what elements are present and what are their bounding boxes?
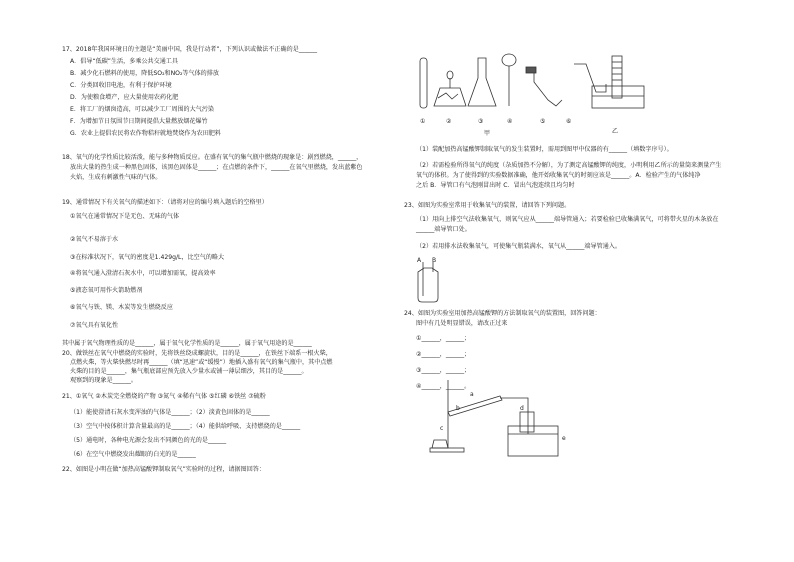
left-line: ②氧气不易溶于水 [70, 236, 119, 243]
left-line: （5）通电时，各种电光源会发出不同颜色的光的是______ [70, 437, 227, 444]
left-line: ④将氧气通入澄清石灰水中，可以增加需氧，提高效率 [70, 270, 216, 277]
left-line: 19、通常情况下有关氧气的描述如下：（请将对应的编号填入题后的空格里） [62, 199, 268, 206]
left-line: D．为使粮食增产，应大量使用农药化肥 [70, 94, 179, 101]
left-line: （3）空气中按体积计算含量最高的是______；（4）能供给呼吸、支持燃烧的是______ [70, 423, 301, 430]
figure-label: ① [420, 118, 426, 125]
figure-label: ⑥ [566, 118, 572, 125]
right-line: （2）若需检验所得氧气的纯度（杂质加热不分解），为了测定高锰酸钾的纯度，小明利用乙所示的量筒来测量产生 [416, 162, 722, 169]
right-line: 氧气的体积。为了使得到的实验数据准确，他开始收集氧气的时刻应该是______。A．检验产生的气体纯净 [416, 172, 701, 179]
right-line: ③______，______； [416, 367, 471, 374]
delivery-tube-icon [574, 64, 606, 92]
right-line: （2）若用排水法收集氧气，可使集气瓶装满水，氧气从______端导管通入。 [416, 243, 621, 250]
left-line: ⑦氧气具有氧化性 [70, 322, 119, 329]
left-line: ⑤液态氧可用作火箭助燃剂 [70, 287, 143, 294]
figure-label: ④ [507, 118, 513, 125]
conical-flask-icon [468, 58, 496, 106]
left-line: （6）在空气中燃烧发出耀眼的白光的是______ [70, 451, 196, 458]
left-line: 17、2018年我国环境日的主题是“美丽中国，我是行动者”，下列认识或做法不正确的是______ [62, 46, 318, 53]
left-line: 18、氧气的化学性质比较活泼，能与多种物质反应。在盛有氧气的集气瓶中燃烧的现象是：剧烈燃烧，______， [62, 154, 363, 161]
apparatus-label: e [562, 435, 566, 442]
left-line: G．农业上提倡农民将农作物秸秆就地焚烧作为农田肥料 [70, 130, 221, 137]
left-line: ①氧气在通常情况下是无色、无味的气体 [70, 213, 180, 220]
left-line: 放出大量的热生成一种黑色固体，该黑色固体是______；在点燃的条件下，______在氧气里燃烧，发出蓝紫色 [70, 164, 363, 171]
left-line: 火柴的目的是______，集气瓶底部应预先放入少量水或铺一薄层细沙，其目的是______。 [70, 368, 308, 375]
water-trough-icon [508, 426, 558, 456]
left-line: 观察到的现象是______。 [70, 377, 138, 384]
left-line: E．将工厂的烟囱造高，可以减少工厂周围的大气污染 [70, 106, 215, 113]
figure-caption-jia: 甲 [484, 130, 491, 137]
trough-icon [592, 86, 644, 108]
figure-label: ② [446, 118, 452, 125]
left-line: 20、做铁丝在氧气中燃烧的实验时，先将铁丝绕成螺旋状，目的是______，在铁丝下端系一根火柴， [62, 350, 332, 357]
alcohol-lamp-icon [434, 88, 466, 106]
test-tube-icon [420, 58, 427, 108]
right-line: ②______，______； [416, 351, 471, 358]
figure-label: ⑤ [540, 118, 546, 125]
bent-tube-icon [528, 72, 562, 106]
left-line: 点燃火柴，等火柴快燃尽时再______（填“迅速”或“缓慢”）地插入盛有氧气的集气瓶中，其中点燃 [70, 359, 333, 366]
figure-caption-yi: 乙 [612, 128, 619, 135]
left-line: 22、如图是小明在做“加热高锰酸钾制取氧气”实验时的过程，请据图回答： [62, 466, 265, 473]
right-line: （1）用向上排空气法收集氧气，则氧气应从______端导管通入；若要检验已收集满氧气，可将带火星的木条放在 [416, 216, 719, 223]
right-line: （1）装配加热高锰酸钾制取氧气的发生装置时，需用到图甲中仪器的有______（填数字序号）。 [416, 146, 673, 153]
right-line: 图中有几处明显错误，请改正过来 [416, 320, 508, 327]
right-line: ①______，______； [416, 335, 471, 342]
right-line: ______端导管口处。 [416, 226, 471, 233]
left-line: C．分类回收旧电池，有利于保护环境 [70, 82, 172, 89]
right-line: 24、如图为实验室用加热高锰酸钾的方法制取氧气的装置图，回答问题： [404, 310, 601, 317]
funnel-icon [502, 54, 516, 66]
left-line: ③在标准状况下，氧气的密度是1.429g/L，比空气的略大 [70, 254, 225, 261]
left-line: ⑥氧气与铁、镁、木炭等发生燃烧反应 [70, 304, 173, 311]
lamp-icon [432, 440, 448, 448]
apparatus-label: b [456, 405, 460, 412]
apparatus-label: a [470, 391, 474, 398]
left-line: 火焰，生成有刺激性气味的气体。 [70, 174, 162, 181]
graduated-cylinder-icon [612, 56, 622, 98]
apparatus-label: c [440, 425, 444, 432]
left-line: 21、①氧气 ②木炭完全燃烧的产物 ③氮气 ④稀有气体 ⑤红磷 ⑥铁丝 ⑦硫粉 [62, 393, 266, 400]
gas-bottle-icon [418, 268, 438, 302]
heated-tube-icon [448, 396, 502, 416]
figure-label: ③ [478, 118, 484, 125]
right-line: ④______，______。 [416, 383, 471, 390]
left-line: （1）能使澄清石灰水变浑浊的气体是______；（2）淡黄色固体的是______ [70, 409, 270, 416]
bottle-label-b: B [432, 257, 437, 264]
left-line: A．倡导“低碳”生活，多乘公共交通工具 [70, 58, 178, 65]
left-line: 其中属于氧气物理性质的是______，属于氧气化学性质的是______，属于氧气用途的是______ [62, 340, 312, 347]
right-line: 之后 B．导管口有气泡刚冒出时 C．冒出气泡连续且均匀时 [416, 182, 575, 189]
bottle-label-a: A [417, 257, 422, 264]
right-line: 23、如图为实验室常用于收集氧气的装置，请回答下列问题。 [404, 202, 571, 209]
apparatus-label: d [520, 405, 524, 412]
left-line: B．减少化石燃料的使用，降低SO₂和NO₂等气体的排放 [70, 70, 219, 77]
left-line: F．为增加节日氛围节日期间提倡大量燃放烟花爆竹 [70, 118, 208, 125]
